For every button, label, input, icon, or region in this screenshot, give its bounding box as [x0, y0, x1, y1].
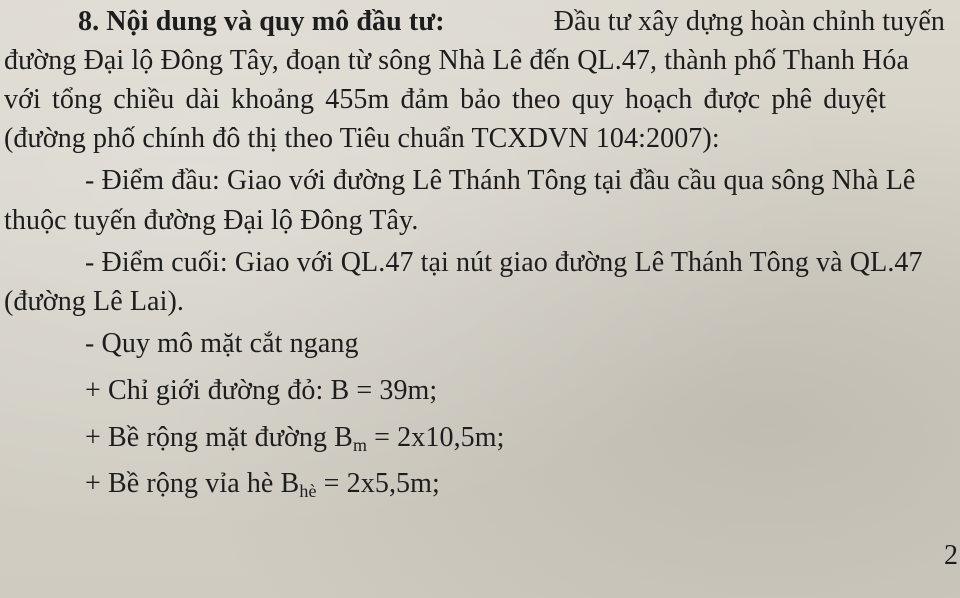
road-width-subscript: m — [352, 435, 368, 455]
page-number: 2 — [944, 540, 958, 571]
road-width-prefix: + Bề rộng mặt đường B — [85, 422, 353, 453]
section-body-line-2: đường Đại lộ Đông Tây, đoạn từ sông Nhà Lê đến QL.47, thành phố Thanh Hóa — [4, 45, 910, 76]
end-point-line-2: (đường Lê Lai). — [4, 286, 184, 317]
red-line-width: + Chỉ giới đường đỏ: B = 39m; — [85, 375, 438, 406]
start-point-line-2: thuộc tuyến đường Đại lộ Đông Tây. — [4, 205, 419, 236]
section-heading-text: Đầu tư xây dựng hoàn chỉnh tuyến — [553, 6, 945, 37]
sidewalk-width-subscript: hè — [299, 481, 317, 501]
sidewalk-width-line — [85, 468, 440, 500]
road-width-value: = 2x10,5m; — [367, 422, 505, 453]
section-body-line-4: (đường phố chính đô thị theo Tiêu chuẩn TCXDVN 104:2007): — [4, 123, 720, 154]
sidewalk-width-value: = 2x5,5m; — [316, 468, 440, 499]
section-body-line-3: với tổng chiều dài khoảng 455m đảm bảo theo quy hoạch được phê duyệt — [4, 84, 886, 115]
section-heading-line — [78, 6, 945, 38]
start-point-line-1: - Điểm đầu: Giao với đường Lê Thánh Tông tại đầu cầu qua sông Nhà Lê — [85, 165, 916, 196]
section-heading-label: 8. Nội dung và quy mô đầu tư: — [78, 6, 445, 37]
end-point-line-1: - Điểm cuối: Giao với QL.47 tại nút giao đường Lê Thánh Tông và QL.47 — [85, 247, 923, 278]
cross-section-title: - Quy mô mặt cắt ngang — [85, 328, 359, 359]
sidewalk-width-prefix: + Bề rộng vỉa hè B — [85, 468, 300, 499]
road-width-line — [85, 422, 505, 454]
